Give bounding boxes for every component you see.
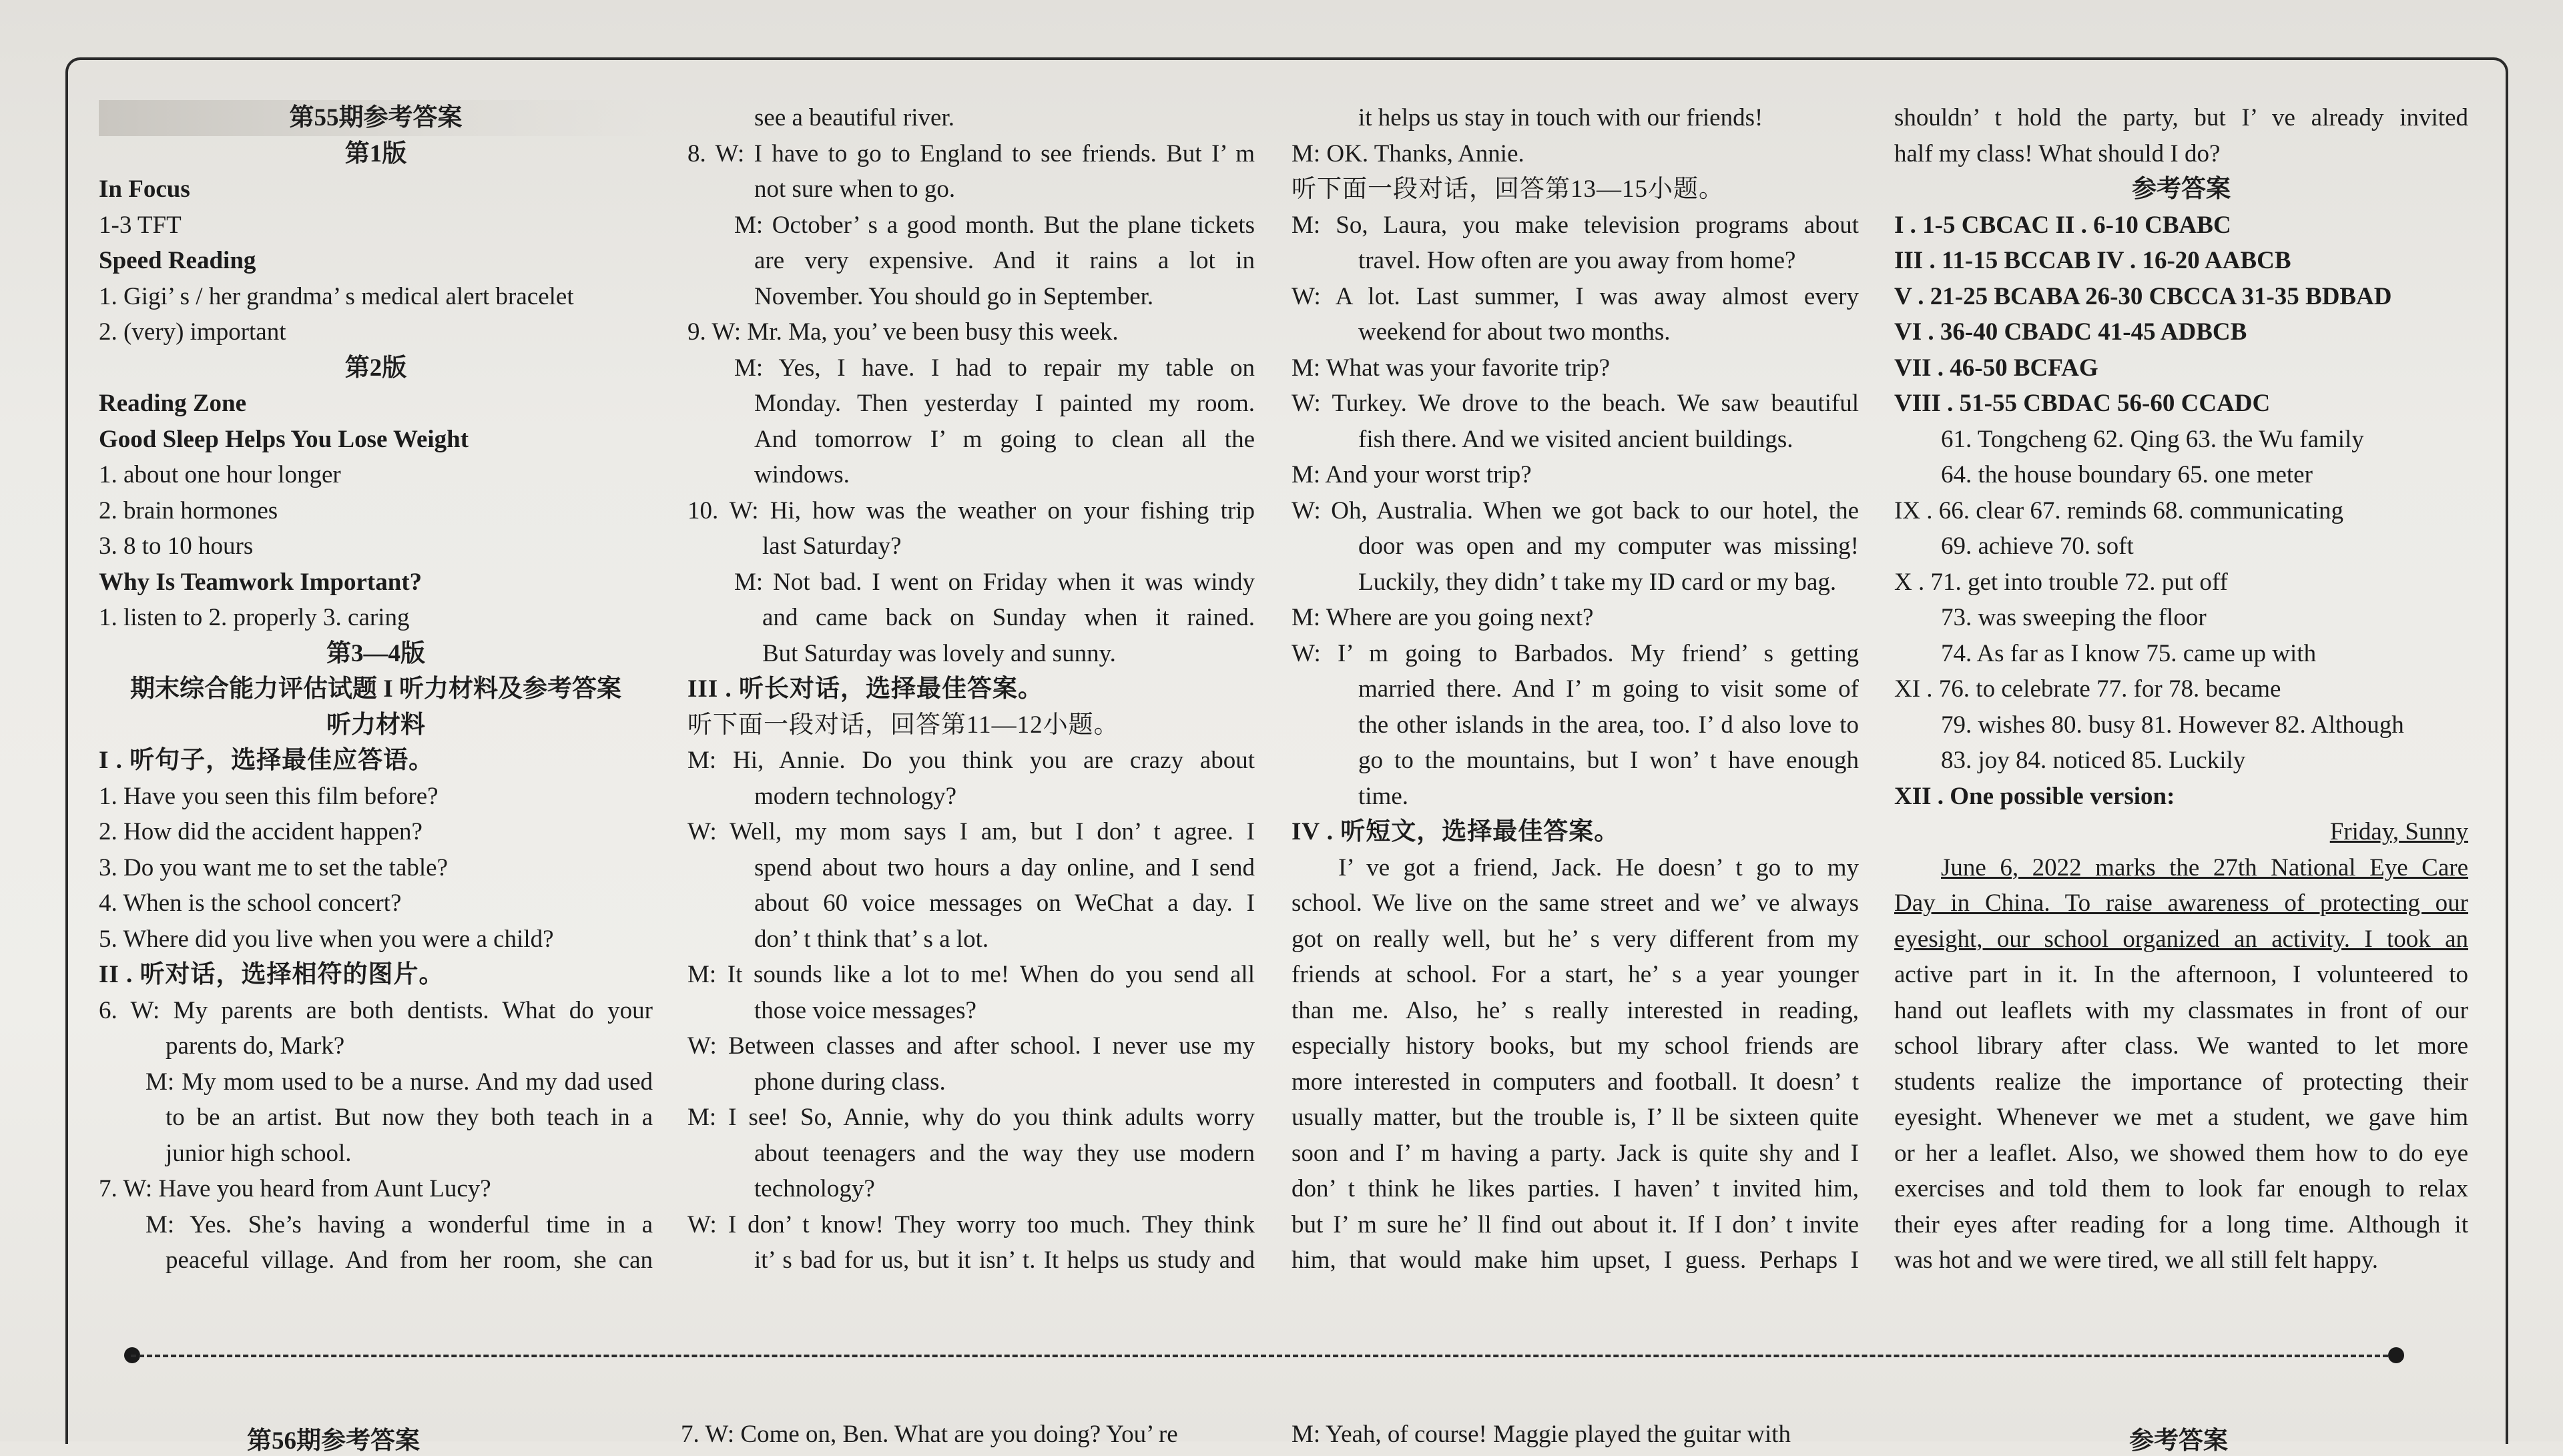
col1-line: peaceful village. And from her room, she can [166,1246,653,1274]
col3-line: friends at school. For a start, he’ s a year younger [1292,961,1859,988]
col1-line: parents do, Mark? [166,1032,345,1060]
col3-line: but I’ m sure he’ ll find out about it. If I don’ t invite [1292,1210,1859,1238]
col1-line: 1. about one hour longer [99,461,341,488]
col3-line: especially history books, but my school friends are [1292,1032,1859,1060]
col2-line: 8. W: I have to go to England to see friends. But I’ m [687,139,1255,167]
col2-line: M: Hi, Annie. Do you think you are crazy about [687,747,1255,774]
col2-line: not sure when to go. [754,175,956,203]
col1-line: to be an artist. But now they both teach in a [166,1104,653,1131]
col3-line: married there. And I’ m going to visit some of [1358,675,1859,703]
col3-line: W: Oh, Australia. When we got back to our hotel, the [1292,496,1859,524]
col4-line: 61. Tongcheng 62. Qing 63. the Wu family [1941,425,2364,453]
col4-line: 73. was sweeping the floor [1941,604,2207,631]
col1-line: 第1版 [344,139,407,167]
col3-line: 听下面一段对话，回答第13—15小题。 [1292,175,1724,203]
col3-line: W: I’ m going to Barbados. My friend’ s getting [1292,639,1859,667]
col2-line: W: Well, my mom says I am, but I don’ t agree. I [687,818,1255,845]
next-issue-col3-text: M: Yeah, of course! Maggie played the guitar with [1292,1421,1791,1448]
col1-line: In Focus [99,175,190,203]
col1-line: 5. Where did you live when you were a child? [99,925,554,953]
col4-line: half my class! What should I do? [1894,139,2221,167]
col3-line: travel. How often are you away from home? [1358,247,1796,274]
col3-line: usually matter, but the trouble is, I’ ll be sixteen quite [1292,1104,1859,1131]
col4-line: students realize the importance of protecting their [1894,1068,2468,1096]
col4-line: 79. wishes 80. busy 81. However 82. Although [1941,711,2404,739]
column-1 [99,100,653,1279]
col4-line: 74. As far as I know 75. came up with [1941,639,2317,667]
col3-line: IV . 听短文，选择最佳答案。 [1292,818,1620,845]
col1-line: 6. W: My parents are both dentists. What do your [99,996,653,1024]
next-issue-answer-title: 参考答案 [2129,1427,2228,1455]
col4-line: or her a leaflet. Also, we showed them how to do eye [1894,1139,2468,1167]
col2-line: Monday. Then yesterday I painted my room. [754,390,1255,417]
col1-line: 期末综合能力评估试题 I 听力材料及参考答案 [130,675,621,703]
column-2 [687,100,1255,1279]
col3-line: door was open and my computer was missing! [1358,532,1859,560]
col4-line: III . 11-15 BCCAB IV . 16-20 AABCB [1894,247,2291,274]
col3-line: more interested in computers and football. It doesn’ t [1292,1068,1859,1096]
col2-line: M: Not bad. I went on Friday when it was windy [734,568,1255,596]
col2-line: about 60 voice messages on WeChat a day. I [754,889,1255,917]
col3-line: weekend for about two months. [1358,318,1671,346]
col3-line: soon and I’ m having a party. Jack is quite shy and I [1292,1139,1859,1167]
col4-line: Friday, Sunny [2329,818,2468,845]
col1-line: 听力材料 [326,711,425,739]
col2-line: modern technology? [754,782,957,810]
col3-line: I’ ve got a friend, Jack. He doesn’ t go to my [1338,853,1859,881]
col3-line: go to the mountains, but I won’ t have enough [1358,747,1859,774]
col1-line: 2. (very) important [99,318,286,346]
col2-line: are very expensive. And it rains a lot in [754,247,1255,274]
separator-end-dot [2388,1347,2404,1363]
col1-line: 4. When is the school concert? [99,889,402,917]
col2-line: M: October’ s a good month. But the plane tickets [734,211,1255,239]
col1-line: 第55期参考答案 [99,100,653,136]
col3-line: than me. Also, he’ s really interested in reading, [1292,996,1859,1024]
col2-line: November. You should go in September. [754,282,1154,310]
col2-line: about teenagers and the way they use modern [754,1139,1255,1167]
col1-line: junior high school. [166,1139,352,1167]
col2-line: But Saturday was lovely and sunny. [762,639,1116,667]
col2-line: see a beautiful river. [754,104,954,131]
col1-line: 1-3 TFT [99,211,182,239]
col2-line: windows. [754,461,850,488]
col4-line: their eyes after reading for a long time. Although it [1894,1210,2468,1238]
col1-line: 第3—4版 [326,639,425,667]
col4-line: I . 1-5 CBCAC II . 6-10 CBABC [1894,211,2231,239]
col3-line: M: OK. Thanks, Annie. [1292,139,1524,167]
col2-line: M: I see! So, Annie, why do you think adults worry [687,1104,1255,1131]
next-issue-col2-text: 7. W: Come on, Ben. What are you doing? You’ re [681,1421,1178,1448]
col1-line: 3. Do you want me to set the table? [99,853,449,881]
col2-line: M: It sounds like a lot to me! When do you send all [687,961,1255,988]
col1-line: II . 听对话，选择相符的图片。 [99,961,445,988]
col4-line: 83. joy 84. noticed 85. Luckily [1941,747,2246,774]
col2-line: and came back on Sunday when it rained. [762,604,1255,631]
col2-line: W: Between classes and after school. I never use my [687,1032,1255,1060]
col2-line: W: I don’ t know! They worry too much. They think [687,1210,1255,1238]
col4-line: hand out leaflets with my classmates in front of our [1894,996,2468,1024]
col4-line: VI . 36-40 CBADC 41-45 ADBCB [1894,318,2247,346]
col1-line: Why Is Teamwork Important? [99,568,422,596]
col4-line: Day in China. To raise awareness of protecting our [1894,889,2468,917]
col3-line: him, that would make him upset, I guess. Perhaps I [1292,1246,1859,1274]
col2-line: III . 听长对话，选择最佳答案。 [687,675,1043,703]
col4-line: school library after class. We wanted to let more [1894,1032,2468,1060]
col4-line: eyesight. Whenever we met a student, we gave him [1894,1104,2468,1131]
col3-line: got on really well, but he’ s very different from my [1292,925,1859,953]
col4-line: 参考答案 [2132,175,2231,203]
col4-line: 69. achieve 70. soft [1941,532,2134,560]
col2-line: 听下面一段对话，回答第11—12小题。 [687,711,1119,739]
col1-line: M: My mom used to be a nurse. And my dad used [146,1068,653,1096]
col1-line: 2. How did the accident happen? [99,818,422,845]
col4-line: IX . 66. clear 67. reminds 68. communicating [1894,496,2344,524]
col4-line: was hot and we were tired, we all still felt happy. [1894,1246,2379,1274]
col3-line: M: Where are you going next? [1292,604,1594,631]
col2-line: don’ t think that’ s a lot. [754,925,989,953]
col1-line: Good Sleep Helps You Lose Weight [99,425,469,453]
col4-line: exercises and told them to look far enough to relax [1894,1175,2468,1202]
col3-line: don’ t think he likes parties. I haven’ t invited him, [1292,1175,1859,1202]
col3-line: Luckily, they didn’ t take my ID card or my bag. [1358,568,1837,596]
col4-line: VII . 46-50 BCFAG [1894,354,2098,382]
col1-line: 1. listen to 2. properly 3. caring [99,604,410,631]
col3-line: the other islands in the area, too. I’ d also love to [1358,711,1859,739]
col4-line: 64. the house boundary 65. one meter [1941,461,2313,488]
dashed-separator [131,1355,2396,1357]
col1-line: 7. W: Have you heard from Aunt Lucy? [99,1175,491,1202]
col3-line: M: So, Laura, you make television programs about [1292,211,1859,239]
col1-line: M: Yes. She’s having a wonderful time in a [146,1210,653,1238]
col1-line: 2. brain hormones [99,496,278,524]
col4-line: X . 71. get into trouble 72. put off [1894,568,2228,596]
col2-line: And tomorrow I’ m going to clean all the [754,425,1255,453]
col1-line: 1. Have you seen this film before? [99,782,439,810]
next-issue-title: 第56期参考答案 [247,1427,420,1455]
col4-line: V . 21-25 BCABA 26-30 CBCCA 31-35 BDBAD [1894,282,2392,310]
col4-line: shouldn’ t hold the party, but I’ ve already invited [1894,104,2468,131]
col1-line: 1. Gigi’ s / her grandma’ s medical alert bracelet [99,282,574,310]
col1-line: Speed Reading [99,247,256,274]
col4-line: XI . 76. to celebrate 77. for 78. became [1894,675,2281,703]
col3-line: it helps us stay in touch with our friends! [1358,104,1763,131]
col1-line: 第2版 [344,354,407,382]
col3-line: M: And your worst trip? [1292,461,1532,488]
col4-line: eyesight, our school organized an activity. I took an [1894,925,2468,953]
col1-line: 3. 8 to 10 hours [99,532,254,560]
col2-line: spend about two hours a day online, and I send [754,853,1255,881]
column-4 [1894,100,2468,1279]
col3-line: school. We live on the same street and we’ ve always [1292,889,1859,917]
column-3 [1292,100,1859,1279]
col4-line: June 6, 2022 marks the 27th National Eye Care [1941,853,2468,881]
col3-line: M: What was your favorite trip? [1292,354,1611,382]
col2-line: technology? [754,1175,875,1202]
col4-line: active part in it. In the afternoon, I volunteered to [1894,961,2468,988]
col2-line: phone during class. [754,1068,946,1096]
col4-line: XII . One possible version: [1894,782,2175,810]
col3-line: W: Turkey. We drove to the beach. We saw beautiful [1292,390,1859,417]
col3-line: fish there. And we visited ancient buildings. [1358,425,1793,453]
col2-line: 10. W: Hi, how was the weather on your fishing trip [687,496,1255,524]
col1-line: Reading Zone [99,390,247,417]
col3-line: time. [1358,782,1409,810]
col4-line: VIII . 51-55 CBDAC 56-60 CCADC [1894,390,2271,417]
col2-line: it’ s bad for us, but it isn’ t. It helps us study and [754,1246,1255,1274]
col2-line: 9. W: Mr. Ma, you’ ve been busy this week. [687,318,1119,346]
col2-line: those voice messages? [754,996,976,1024]
col1-line: I . 听句子，选择最佳应答语。 [99,747,435,774]
col2-line: last Saturday? [762,532,902,560]
col2-line: M: Yes, I have. I had to repair my table on [734,354,1255,382]
col3-line: W: A lot. Last summer, I was away almost every [1292,282,1859,310]
